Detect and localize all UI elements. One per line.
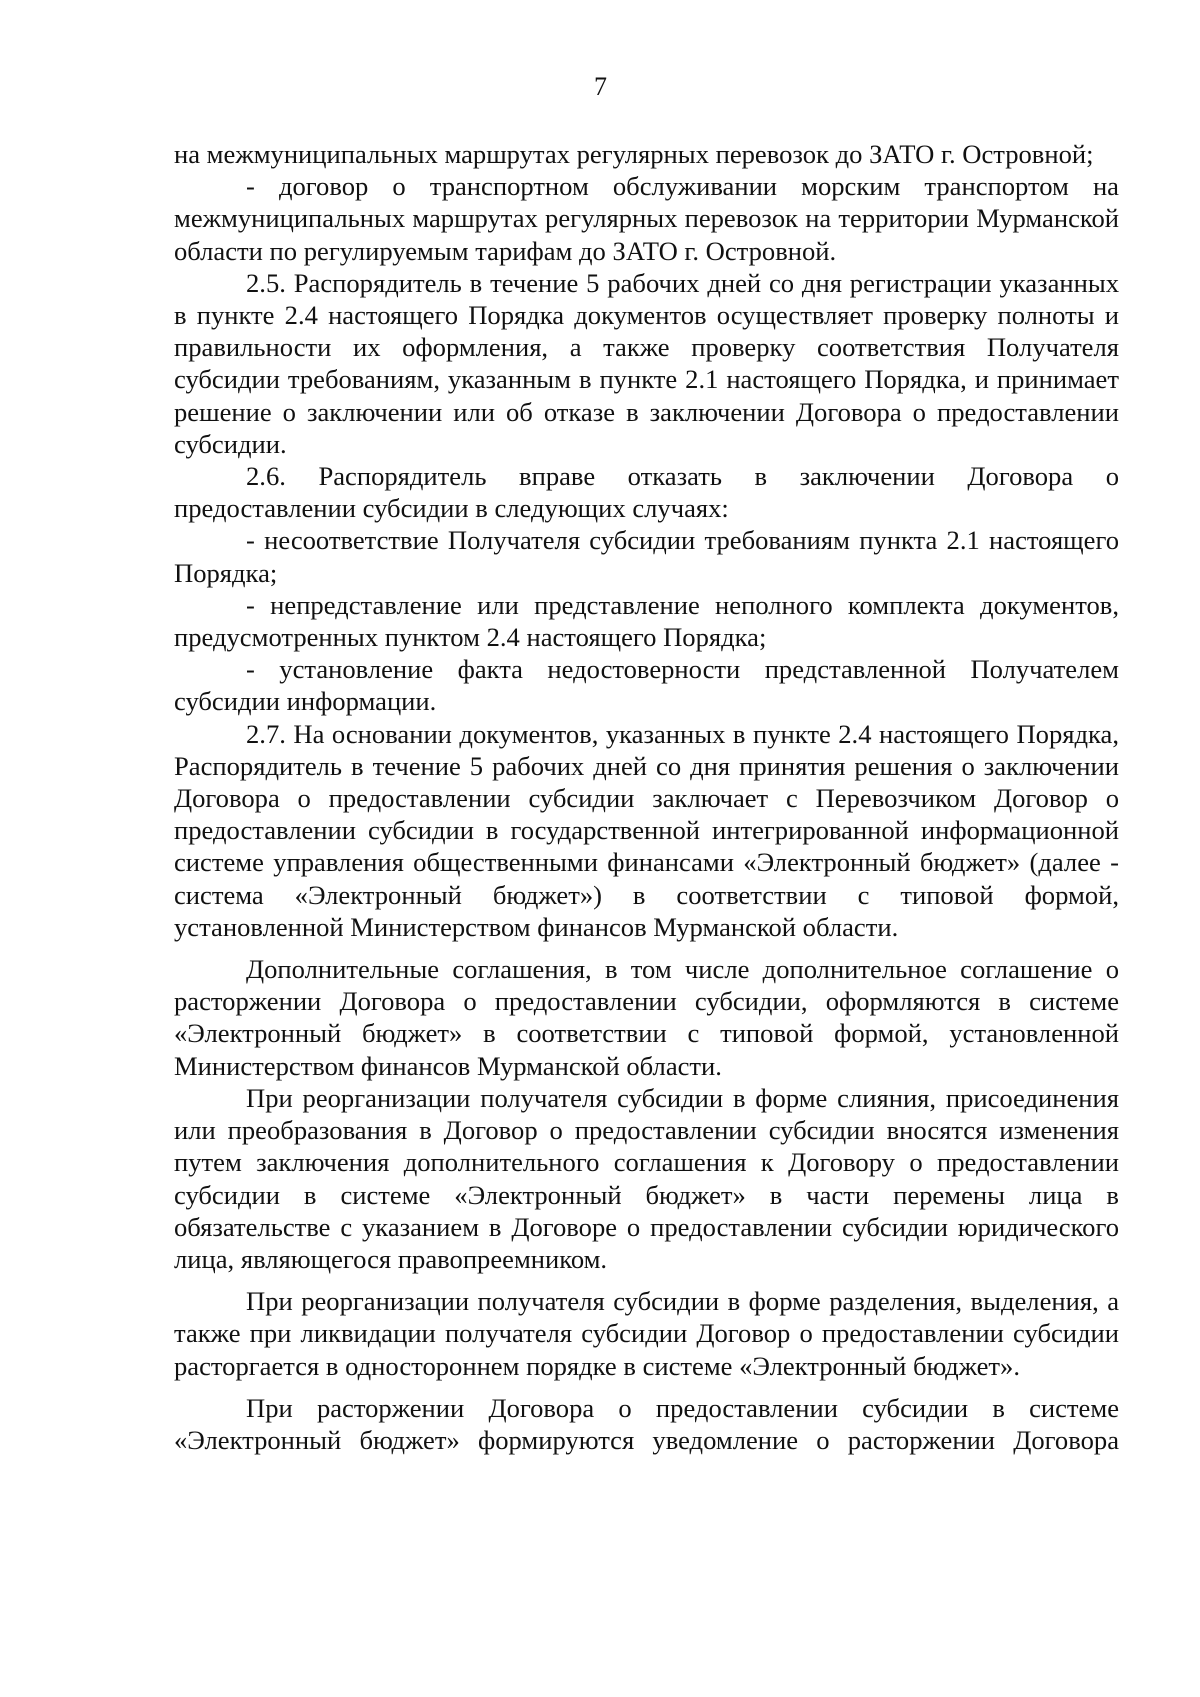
page-number: 7 (594, 72, 607, 101)
paragraph-refusal-reason-3: - установление факта недостоверности представленной Получателем субсидии информации. (174, 654, 1119, 717)
document-body (174, 138, 1119, 1456)
paragraph-termination: При расторжении Договора о предоставлении субсидии в системе «Электронный бюджет» формируются уведомление о расторжении Договора (174, 1392, 1119, 1455)
paragraph-refusal-reason-1: - несоответствие Получателя субсидии требованиям пункта 2.1 настоящего Порядка; (174, 525, 1119, 588)
paragraph-additional-agreements: Дополнительные соглашения, в том числе дополнительное соглашение о расторжении Договора о предоставлении субсидии, оформляются в системе «Электронный бюджет» в соответствии с типовой формой, установленной Министерством финансов Мурманской области. (174, 954, 1119, 1081)
paragraph-continuation: на межмуниципальных маршрутах регулярных перевозок до ЗАТО г. Островной; (174, 139, 1094, 169)
paragraph-2-5: 2.5. Распорядитель в течение 5 рабочих дней со дня регистрации указанных в пункте 2.4 настоящего Порядка документов осуществляет проверку полноты и правильности их оформления, а также проверку соответствия Получателя субсидии требованиям, указанным в пункте 2.1 настоящего Порядка, и принимает решение о заключении или об отказе в заключении Договора о предоставлении субсидии. (174, 267, 1119, 459)
paragraph-2-6: 2.6. Распорядитель вправе отказать в заключении Договора о предоставлении субсидии в следующих случаях: (174, 461, 1119, 524)
paragraph-refusal-reason-2: - непредставление или представление неполного комплекта документов, предусмотренных пунктом 2.4 настоящего Порядка; (174, 589, 1119, 653)
paragraph-2-7: 2.7. На основании документов, указанных в пункте 2.4 настоящего Порядка, Распорядитель в течение 5 рабочих дней со дня принятия решения о заключении Договора о предоставлении субсидии заключает с Перевозчиком Договор о предоставлении субсидии в государственной интегрированной информационной системе управления общественными финансами «Электронный бюджет» (далее - система «Электронный бюджет») в соответствии с типовой формой, установленной Министерством финансов Мурманской области. (174, 718, 1119, 942)
paragraph-reorganization-merger: При реорганизации получателя субсидии в форме слияния, присоединения или преобразования в Договор о предоставлении субсидии вносятся изменения путем заключения дополнительного соглашения к Договору о предоставлении субсидии в системе «Электронный бюджет» в части перемены лица в обязательстве с указанием в Договоре о предоставлении субсидии юридического лица, являющегося правопреемником. (174, 1082, 1119, 1274)
paragraph-sea-transport-contract: - договор о транспортном обслуживании морским транспортом на межмуниципальных маршрутах регулярных перевозок на территории Мурманской области по регулируемым тарифам до ЗАТО г. Островной. (174, 171, 1119, 266)
paragraph-reorganization-division: При реорганизации получателя субсидии в форме разделения, выделения, а также при ликвидации получателя субсидии Договор о предоставлении субсидии расторгается в одностороннем порядке в системе «Электронный бюджет». (174, 1286, 1119, 1381)
